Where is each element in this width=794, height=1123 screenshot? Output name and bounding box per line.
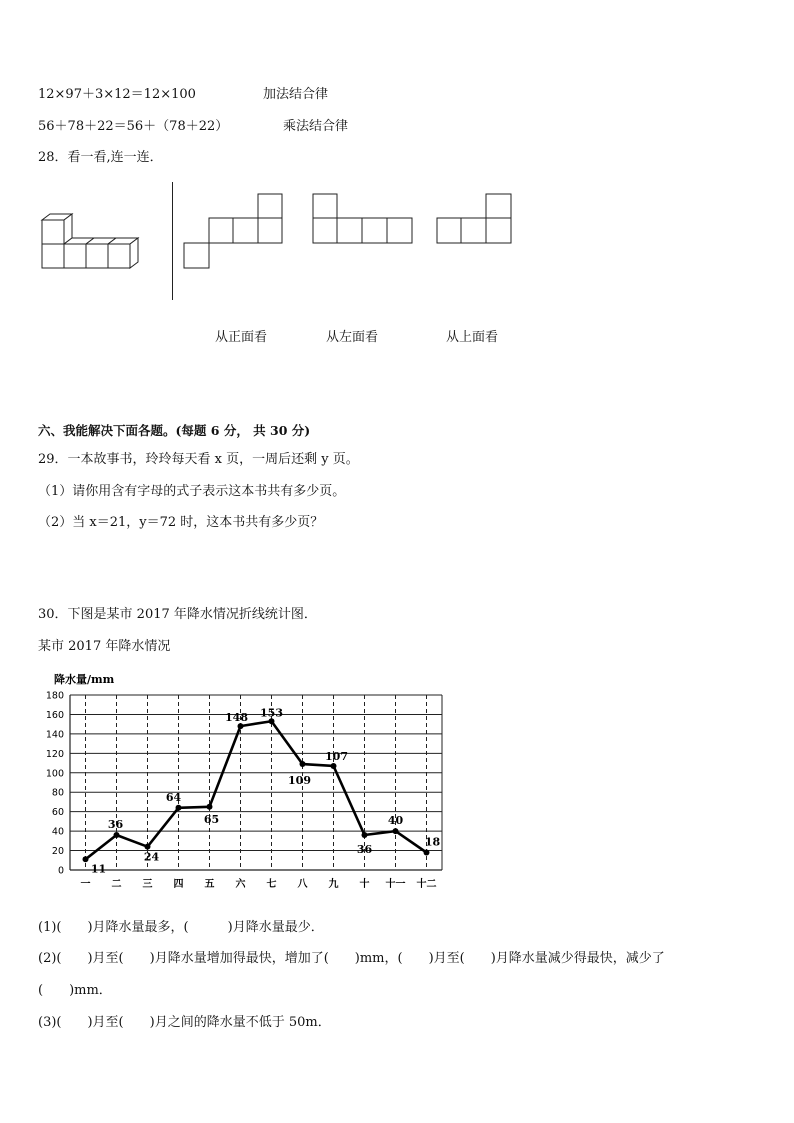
data-label: 36 [356,843,373,856]
data-point [114,832,120,838]
data-label: 36 [107,818,124,831]
view-label-front: 从正面看 [215,330,268,345]
q27-expr-1: 12×97＋3×12＝12×100 [38,87,196,102]
q30-stem: 30．下图是某市 2017 年降水情况折线统计图． [38,607,317,622]
data-point [362,832,368,838]
y-tick-label: 120 [45,748,64,760]
data-point [393,828,399,834]
q27-expr-2: 56＋78＋22＝56＋（78＋22） [38,119,229,134]
q29-part-1: （1）请你用含有字母的式子表示这本书共有多少页。 [38,484,346,499]
y-tick-label: 100 [45,768,64,780]
q27-law-1: 加法结合律 [263,87,329,102]
data-label: 107 [325,749,348,763]
q28-title: 28．看一看,连一连． [38,150,163,165]
chart-ylabel: 降水量/mm [54,673,115,686]
cube-figure [40,212,155,274]
view-shape-3 [436,193,516,247]
x-tick-label: 七 [266,879,277,890]
data-point [83,856,89,862]
view-shape-2 [312,193,416,247]
data-point [145,844,151,850]
x-tick-label: 九 [328,879,339,890]
data-label: 65 [203,812,220,826]
data-point [176,805,182,811]
section-6-header: 六、我能解决下面各题。(每题 6 分， 共 30 分) [38,423,311,438]
divider-line [172,182,173,300]
data-label: 11 [90,862,107,876]
x-tick-label: 十 [359,879,370,890]
data-label: 24 [143,850,160,864]
x-tick-label: 四 [173,879,184,890]
x-tick-label: 三 [142,879,153,890]
y-tick-label: 180 [45,690,64,702]
view-label-top: 从上面看 [446,330,499,345]
y-tick-label: 0 [57,865,64,877]
data-point [207,804,213,810]
data-label: 64 [165,790,182,804]
series-line [86,721,427,859]
y-tick-label: 40 [51,826,64,838]
data-label: 153 [260,706,283,720]
q29-stem: 29．一本故事书，玲玲每天看 x 页，一周后还剩 y 页。 [38,452,359,467]
y-tick-label: 80 [51,787,64,799]
x-tick-label: 五 [204,879,215,890]
q30-part-3: (3)( )月至( )月之间的降水量不低于 50m． [38,1015,331,1030]
y-tick-label: 140 [45,729,64,741]
data-point [300,761,306,767]
data-label: 18 [424,835,441,849]
data-point [424,850,430,856]
data-label: 109 [288,774,311,788]
q30-part-2: (2)( )月至( )月降水量增加得最快，增加了( )mm，( )月至( )月降水量减少得最快，减少了 [38,951,665,966]
y-tick-label: 20 [51,846,64,858]
x-tick-label: 八 [297,879,308,890]
q29-part-2: （2）当 x＝21，y＝72 时，这本书共有多少页？ [38,515,324,530]
y-tick-label: 60 [51,807,64,819]
x-tick-label: 十二 [416,879,437,890]
x-tick-label: 二 [111,879,122,890]
x-tick-label: 一 [80,879,91,890]
chart-caption: 某市 2017 年降水情况 [38,639,171,654]
view-label-left: 从左面看 [326,330,379,345]
y-tick-label: 160 [45,709,64,721]
q27-law-2: 乘法结合律 [283,119,349,134]
data-label: 40 [387,814,404,828]
q30-part-1: (1)( )月降水量最多，( )月降水量最少． [38,920,324,935]
rainfall-line-chart [30,668,450,898]
q30-part-2b: ( )mm． [38,983,112,998]
data-label: 148 [225,711,248,725]
view-shape-1 [183,193,285,271]
x-tick-label: 六 [235,879,246,890]
data-point [331,763,337,769]
x-tick-label: 十一 [385,879,406,890]
